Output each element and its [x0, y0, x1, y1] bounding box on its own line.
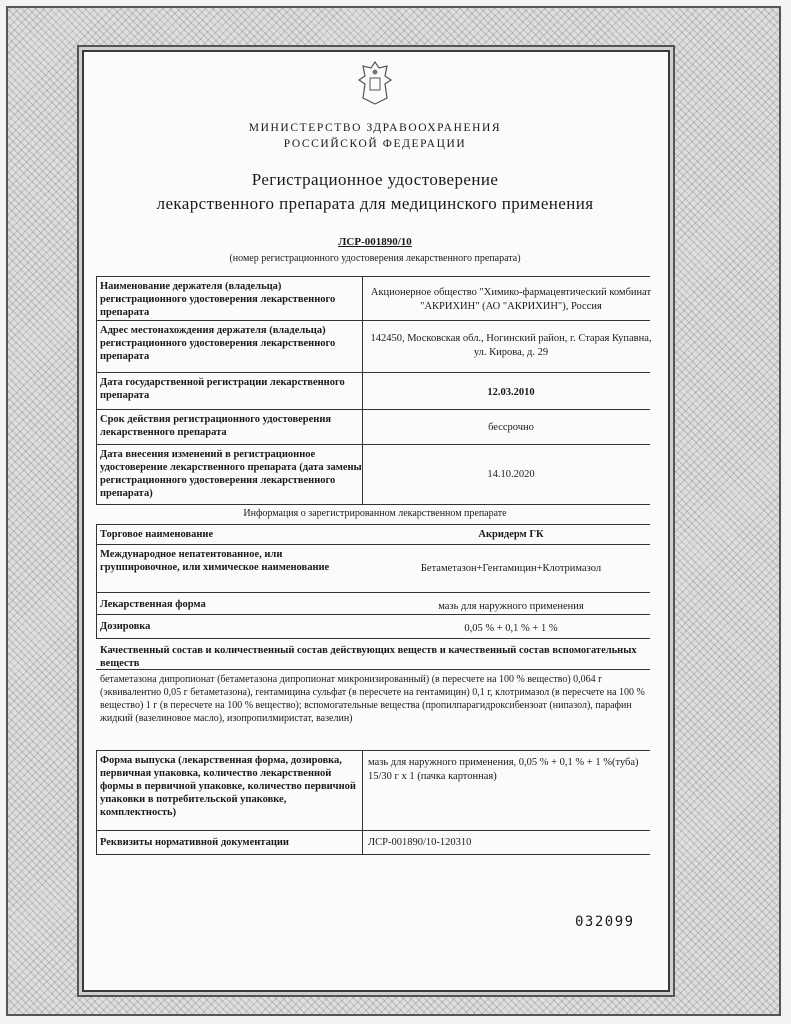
dosage-value: 0,05 % + 0,1 % + 1 % — [464, 623, 558, 634]
certificate-title — [90, 168, 660, 216]
table-rule — [96, 320, 650, 321]
table-rule — [96, 444, 650, 445]
registration-date-value: 12.03.2010 — [487, 387, 535, 398]
table-column-divider — [362, 276, 363, 504]
table-rule — [96, 830, 650, 831]
registration-number-caption: (номер регистрационного удостоверения лекарственного препарата) — [229, 253, 521, 264]
ministry-line-2: РОССИЙСКОЙ ФЕДЕРАЦИИ — [283, 138, 467, 150]
trade-name-value: Акридерм ГК — [478, 529, 544, 540]
dosage-label: Дозировка — [100, 621, 151, 632]
table-rule — [96, 750, 650, 751]
table-rule — [96, 372, 650, 373]
table-rule — [96, 544, 650, 545]
validity-value: бессрочно — [488, 422, 534, 433]
table-border-left — [96, 524, 97, 638]
table-rule — [96, 524, 650, 525]
change-date-value: 14.10.2020 — [487, 469, 535, 480]
registration-date-label: Дата государственной регистрации лекарственного препарата — [100, 377, 345, 401]
drug-info-heading: Информация о зарегистрированном лекарственном препарате — [243, 508, 507, 519]
composition-heading: Качественный состав и количественный состав действующих веществ и качественный состав вспомогательных веществ — [100, 645, 637, 669]
normative-docs-value: ЛСР-001890/10-120310 — [368, 837, 472, 848]
trade-name-label: Торговое наименование — [100, 529, 214, 540]
table-border-left — [96, 750, 97, 854]
table-rule — [96, 592, 650, 593]
inn-label: Международное непатентованное, или группировочное, или химическое наименование — [100, 549, 330, 573]
registration-number: ЛСР-001890/10 — [338, 236, 412, 248]
table-rule — [96, 409, 650, 410]
holder-address-value: 142450, Московская обл., Ногинский район, г. Старая Купавна, ул. Кирова, д. 29 — [370, 333, 652, 358]
table-rule — [96, 614, 650, 615]
validity-label: Срок действия регистрационного удостоверения лекарственного препарата — [100, 414, 332, 438]
holder-name-value: Акционерное общество "Химико-фармацевтический комбинат "АКРИХИН" (АО "АКРИХИН"), Россия — [370, 287, 652, 312]
table-rule — [96, 638, 650, 639]
table-rule — [96, 854, 650, 855]
coat-of-arms-icon — [357, 60, 393, 106]
title-line-2: лекарственного препарата для медицинского применения — [156, 194, 594, 213]
table-border-left — [96, 276, 97, 504]
release-form-value: мазь для наружного применения, 0,05 % + 0,1 % + 1 %(туба) 15/30 г x 1 (пачка картонная) — [368, 757, 639, 782]
ministry-name — [90, 120, 660, 152]
normative-docs-label: Реквизиты нормативной документации — [100, 837, 289, 848]
serial-number: 032099 — [575, 914, 635, 930]
inn-value: Бетаметазон+Гентамицин+Клотримазол — [420, 563, 602, 574]
dosage-form-label: Лекарственная форма — [100, 599, 206, 610]
table-rule — [96, 504, 650, 505]
holder-name-label: Наименование держателя (владельца) регистрационного удостоверения лекарственного препарата — [100, 281, 336, 318]
holder-address-label: Адрес местонахождения держателя (владельца) регистрационного удостоверения лекарственного препарата — [100, 325, 336, 362]
change-date-label: Дата внесения изменений в регистрационное удостоверение лекарственного препарата (дата замены регистрационного удостоверения лекарственного препарата) — [100, 449, 362, 499]
composition-text: бетаметазона дипропионат (бетаметазона дипропионат микронизированный) (в пересчете на 100 % вещество) 0,064 г (эквивалентно 0,05 г бетаметазона), гентамицина сульфат (в пересчете на гентамицин) 0,1 г, клотримазол (в пересчете на 100 % вещество) 1 г (в пересчете на 100 % вещество); вспомогательные вещества (пропилпарагидроксибензоат (нипазол), парафин жидкий (вазелиновое масло), изопропилмиристат, вазелин) — [100, 674, 645, 724]
table-rule — [96, 276, 650, 277]
table-column-divider — [362, 750, 363, 854]
release-form-label: Форма выпуска (лекарственная форма, дозировка, первичная упаковка, количество лекарственной формы в первичной упаковке, количество первичной упаковки в потребительской упаковке, комплектность) — [100, 755, 356, 818]
dosage-form-value: мазь для наружного применения — [438, 601, 584, 612]
table-rule — [96, 669, 650, 670]
ministry-line-1: МИНИСТЕРСТВО ЗДРАВООХРАНЕНИЯ — [248, 122, 502, 134]
title-line-1: Регистрационное удостоверение — [251, 170, 499, 189]
